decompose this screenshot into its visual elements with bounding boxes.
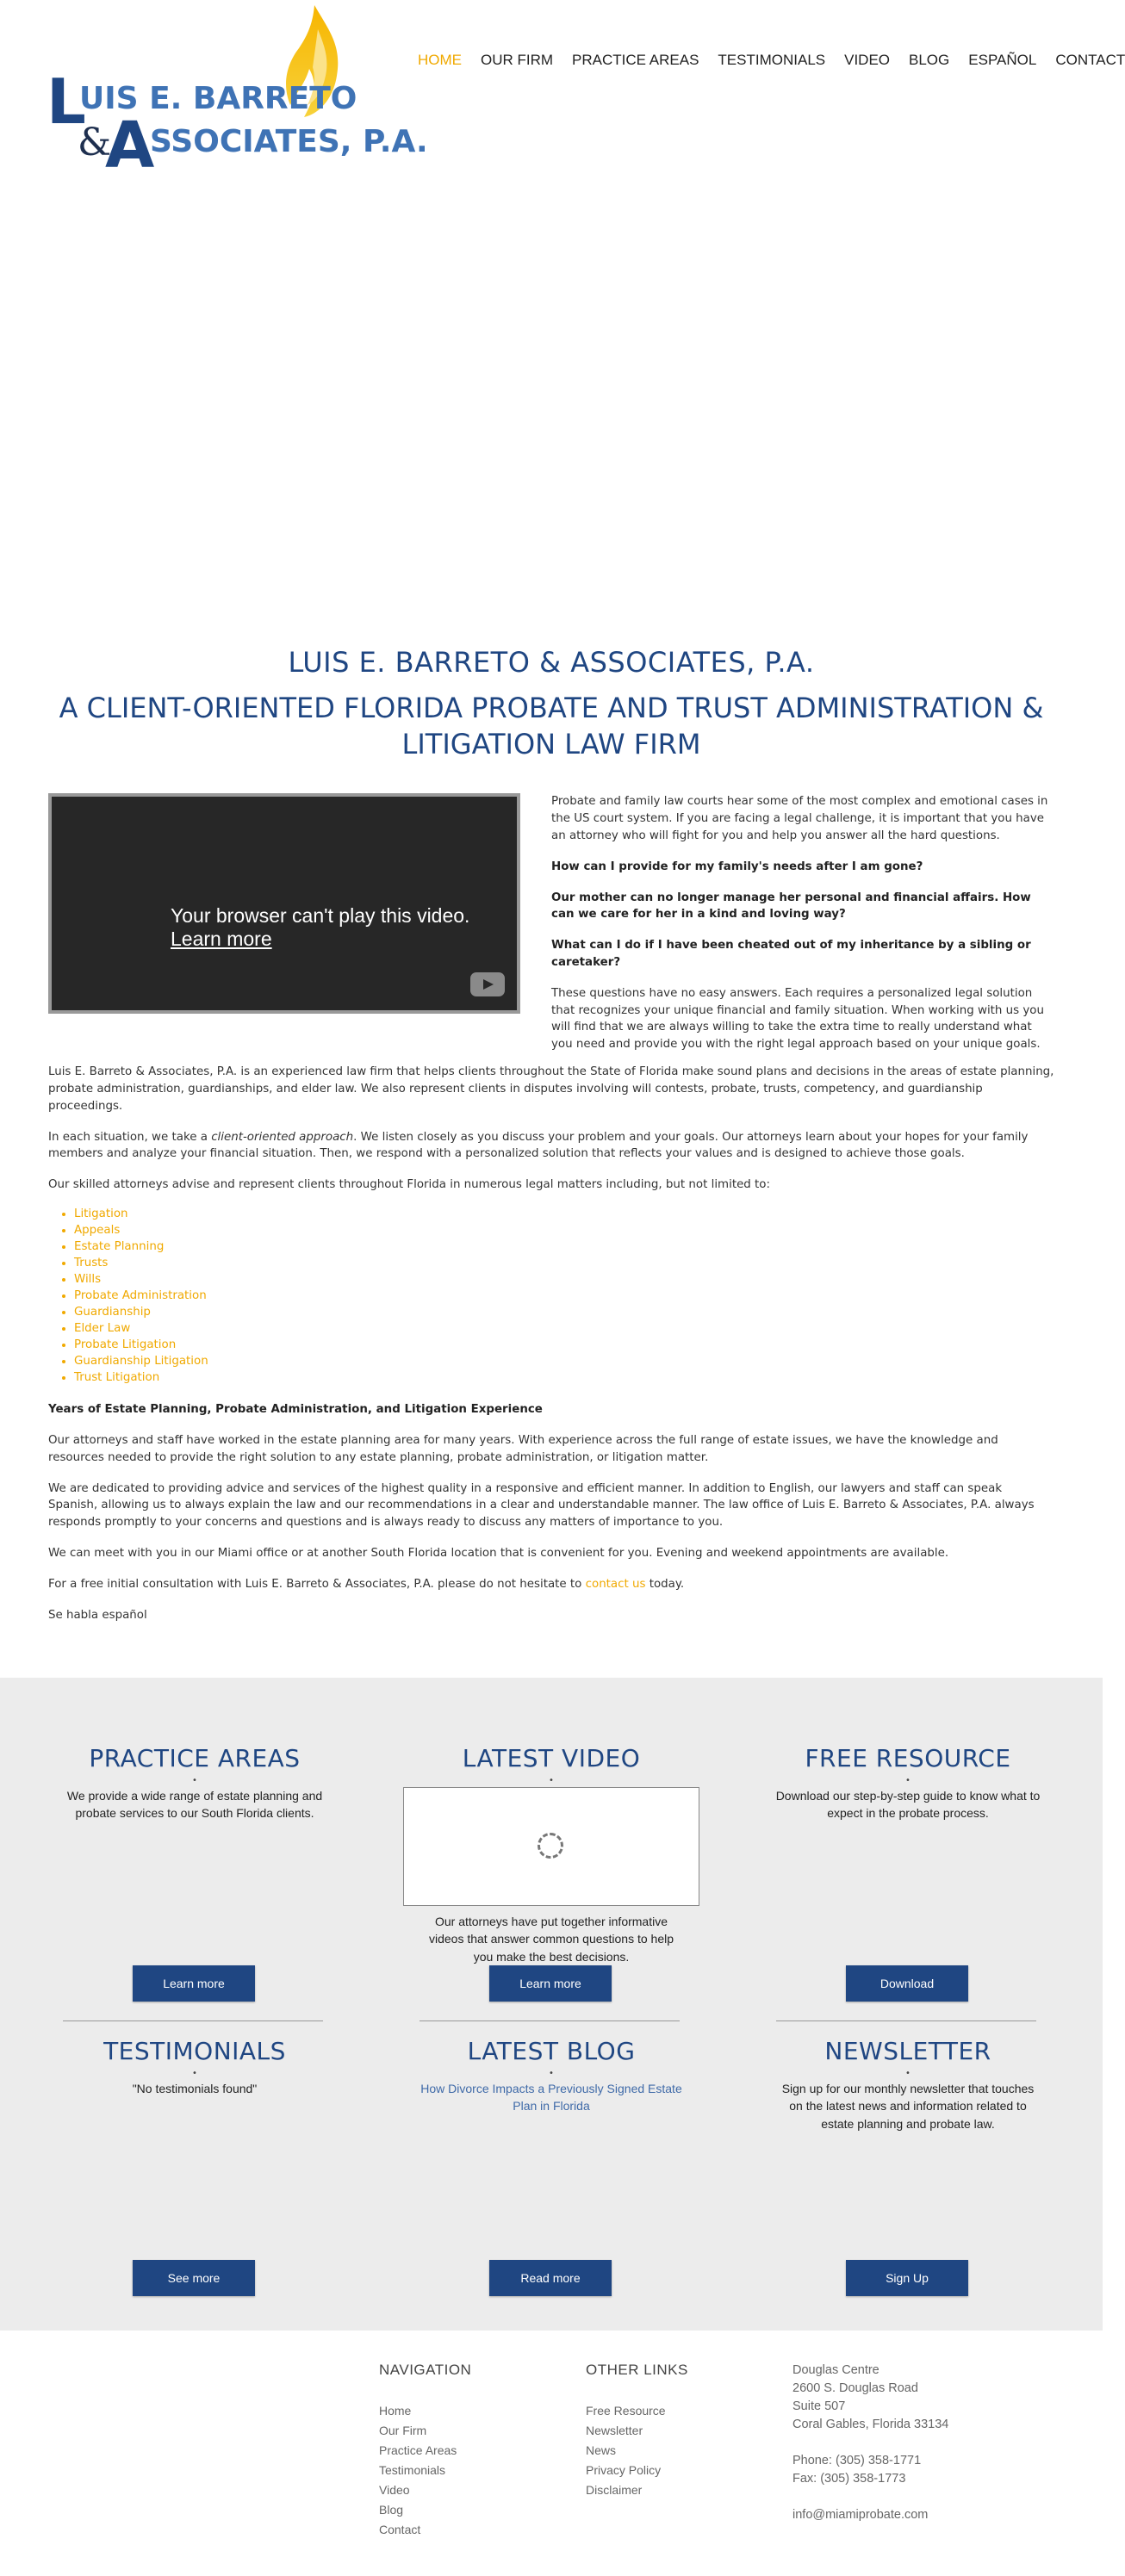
nav-contact[interactable]: CONTACT xyxy=(1055,52,1125,68)
footer-link-our-firm[interactable]: Our Firm xyxy=(379,2424,427,2437)
spanish-note: Se habla español xyxy=(48,1608,147,1622)
page-subtitle: A CLIENT-ORIENTED FLORIDA PROBATE AND TRUST ADMINISTRATION & LITIGATION LAW FIRM xyxy=(59,692,1044,760)
nav-home[interactable]: HOME xyxy=(418,52,462,68)
divider xyxy=(420,2020,680,2021)
read-more-button[interactable]: Read more xyxy=(489,2260,612,2296)
nav-espanol[interactable]: ESPAÑOL xyxy=(968,52,1037,68)
newsletter-widget xyxy=(753,2037,1063,2132)
email-link[interactable]: info@miamiprobate.com xyxy=(792,2508,929,2522)
footer-link-contact[interactable]: Contact xyxy=(379,2523,421,2536)
logo-initial-a: A xyxy=(105,109,155,183)
answer-paragraph: These questions have no easy answers. Each requires a personalized legal solution that recognizes your unique financial and family situation. When working with us you will find that we are always willing to take the extra time to really understand what you need and provide you with the right legal approach based on your unique goals. xyxy=(551,986,1044,1052)
footer-navigation xyxy=(379,2362,471,2540)
firm-logo[interactable] xyxy=(43,3,428,183)
page-headings xyxy=(0,646,1103,762)
footer-other-links xyxy=(586,2362,688,2500)
widget-dot: • xyxy=(905,1776,911,1785)
dedication-paragraph: We are dedicated to providing advice and services of the highest quality in a responsive and efficient manner. In addition to English, our lawyers and staff can speak Spanish, allowing us to always explain the law and our recommendations in a clear and understandable manner. The law office of Luis E. Barreto & Associates, P.A. always responds promptly to your concerns and questions and is always ready to discuss any matters of importance to you. xyxy=(48,1481,1035,1530)
address-line: 2600 S. Douglas Road xyxy=(792,2381,918,2395)
service-item[interactable] xyxy=(74,1369,1054,1386)
meeting-paragraph: We can meet with you in our Miami office or at another South Florida location that is convenient for you. Evening and weekend appointments are available. xyxy=(48,1547,949,1561)
main-content xyxy=(0,762,1103,1623)
service-link[interactable]: Litigation xyxy=(74,1207,128,1221)
video-error-text: Your browser can't play this video. xyxy=(171,904,470,928)
footer-link-free-resource[interactable]: Free Resource xyxy=(586,2404,666,2418)
service-item[interactable] xyxy=(74,1271,1054,1288)
widget-dot: • xyxy=(549,1776,554,1785)
main-nav xyxy=(418,52,1125,69)
footer-link-privacy-policy[interactable]: Privacy Policy xyxy=(586,2463,662,2477)
question-1: How can I provide for my family's needs after I am gone? xyxy=(551,860,923,873)
intro-text xyxy=(551,793,1054,1067)
widget-title: NEWSLETTER xyxy=(824,2037,991,2065)
divider xyxy=(776,2020,1036,2021)
address-line: Douglas Centre xyxy=(792,2363,879,2377)
service-item[interactable] xyxy=(74,1206,1054,1222)
latest-blog-widget xyxy=(396,2037,706,2115)
youtube-icon[interactable] xyxy=(470,972,505,996)
approach-emphasis: client-oriented approach xyxy=(211,1130,354,1144)
about-paragraph: Luis E. Barreto & Associates, P.A. is an experienced law firm that helps clients throughout the State of Florida make sound plans and decisions in the areas of estate planning, probate administration, guardianships, and elder law. We also represent clients in disputes involving will contests, probate, trusts, competency, and guardianship proceedings. xyxy=(48,1065,1054,1113)
logo-line1: UIS E. BARRETO xyxy=(79,81,357,116)
nav-testimonials[interactable]: TESTIMONIALS xyxy=(718,52,826,68)
footer-nav-heading: NAVIGATION xyxy=(379,2362,472,2378)
nav-our-firm[interactable]: OUR FIRM xyxy=(481,52,554,68)
service-item[interactable] xyxy=(74,1222,1054,1238)
loading-spinner-icon xyxy=(538,1833,563,1859)
approach-text-1: In each situation, we take a xyxy=(48,1130,212,1144)
service-link[interactable]: Elder Law xyxy=(74,1322,131,1336)
widget-text: Download our step-by-step guide to know what to expect in the probate process. xyxy=(775,1789,1041,1821)
logo-line2: SSOCIATES, P.A. xyxy=(150,124,428,159)
consultation-paragraph xyxy=(48,1576,1054,1593)
sign-up-button[interactable]: Sign Up xyxy=(846,2260,968,2296)
logo-ampersand: & xyxy=(78,121,112,164)
footer-link-disclaimer[interactable]: Disclaimer xyxy=(586,2483,643,2497)
service-link[interactable]: Appeals xyxy=(74,1224,121,1238)
see-more-button[interactable]: See more xyxy=(133,2260,255,2296)
widget-text: Our attorneys have put together informative videos that answer common questions to help you make the best decisions. xyxy=(428,1915,674,1964)
footer-address xyxy=(792,2362,948,2524)
widget-title: LATEST VIDEO xyxy=(462,1744,641,1772)
page-title: LUIS E. BARRETO & ASSOCIATES, P.A. xyxy=(288,646,815,679)
service-link[interactable]: Estate Planning xyxy=(74,1240,165,1254)
service-item[interactable] xyxy=(74,1337,1054,1353)
latest-video-embed[interactable] xyxy=(403,1787,699,1906)
hero-area xyxy=(0,181,1103,646)
widget-text: "No testimonials found" xyxy=(132,2082,258,2095)
footer-link-video[interactable]: Video xyxy=(379,2483,410,2497)
footer-link-home[interactable]: Home xyxy=(379,2404,412,2418)
question-3: What can I do if I have been cheated out of my inheritance by a sibling or caretaker? xyxy=(551,939,1031,969)
question-2: Our mother can no longer manage her personal and financial affairs. How can we care for her in a kind and loving way? xyxy=(551,891,1031,922)
service-item[interactable] xyxy=(74,1238,1054,1255)
practice-learn-more-button[interactable]: Learn more xyxy=(133,1965,255,2002)
widget-dot: • xyxy=(905,2069,911,2078)
practice-areas-widget xyxy=(40,1744,350,1822)
intro-video-player[interactable] xyxy=(48,793,520,1014)
approach-text-2: . We listen closely as you discuss your problem and your goals. Our attorneys learn about your hopes for your family members and analyze your financial situation. Then, we respond with a personalized solution that reflects your values and is designed to achieve those goals. xyxy=(48,1130,1029,1161)
contact-us-link[interactable]: contact us xyxy=(585,1577,646,1591)
widget-title: PRACTICE AREAS xyxy=(89,1744,301,1772)
widget-dot: • xyxy=(192,1776,197,1785)
address-line: Suite 507 xyxy=(792,2399,846,2413)
service-item[interactable] xyxy=(74,1255,1054,1271)
phone-number[interactable]: Phone: (305) 358-1771 xyxy=(792,2454,922,2467)
experience-heading: Years of Estate Planning, Probate Administration, and Litigation Experience xyxy=(48,1403,543,1417)
service-link[interactable]: Guardianship xyxy=(74,1306,151,1319)
service-item[interactable] xyxy=(74,1353,1054,1369)
video-learn-more-button[interactable]: Learn more xyxy=(489,1965,612,2002)
video-learn-more-link[interactable]: Learn more xyxy=(171,927,272,950)
service-link[interactable]: Wills xyxy=(74,1273,102,1287)
services-intro: Our skilled attorneys advise and represent clients throughout Florida in numerous legal matters including, but not limited to: xyxy=(48,1178,771,1192)
service-item[interactable] xyxy=(74,1288,1054,1304)
video-error-message xyxy=(171,904,469,950)
footer-link-newsletter[interactable]: Newsletter xyxy=(586,2424,643,2437)
widget-text: Sign up for our monthly newsletter that touches on the latest news and information related to estate planning and probate law. xyxy=(781,2082,1035,2131)
footer-link-testimonials[interactable]: Testimonials xyxy=(379,2463,446,2477)
address-line: Coral Gables, Florida 33134 xyxy=(792,2418,949,2431)
footer-other-heading: OTHER LINKS xyxy=(586,2362,688,2378)
latest-blog-link[interactable]: How Divorce Impacts a Previously Signed Estate Plan in Florida xyxy=(420,2082,682,2114)
divider xyxy=(63,2020,323,2021)
site-header xyxy=(0,0,1125,183)
nav-practice-areas[interactable]: PRACTICE AREAS xyxy=(572,52,699,68)
consultation-text: For a free initial consultation with Luis E. Barreto & Associates, P.A. please do not hesitate to xyxy=(48,1577,586,1591)
widget-title: TESTIMONIALS xyxy=(103,2037,286,2065)
download-button[interactable]: Download xyxy=(846,1965,968,2002)
consultation-text-end: today. xyxy=(645,1577,685,1591)
approach-paragraph xyxy=(48,1129,1054,1164)
logo-initial-l: L xyxy=(47,65,86,138)
testimonials-widget xyxy=(40,2037,350,2097)
service-item[interactable] xyxy=(74,1320,1054,1337)
service-link[interactable]: Probate Litigation xyxy=(74,1338,177,1352)
footer-link-blog[interactable]: Blog xyxy=(379,2503,404,2517)
service-link[interactable]: Trusts xyxy=(74,1257,109,1270)
widget-title: FREE RESOURCE xyxy=(805,1744,1011,1772)
service-item[interactable] xyxy=(74,1304,1054,1320)
free-resource-widget xyxy=(753,1744,1063,1822)
nav-blog[interactable]: BLOG xyxy=(909,52,950,68)
footer-link-practice-areas[interactable]: Practice Areas xyxy=(379,2443,457,2457)
service-link[interactable]: Guardianship Litigation xyxy=(74,1355,208,1369)
latest-video-widget xyxy=(396,1744,706,1965)
nav-video[interactable]: VIDEO xyxy=(844,52,891,68)
fax-number: Fax: (305) 358-1773 xyxy=(792,2472,906,2486)
widget-text: We provide a wide range of estate planning and probate services to our South Florida clients. xyxy=(66,1789,323,1821)
service-link[interactable]: Probate Administration xyxy=(74,1289,207,1303)
footer-link-news[interactable]: News xyxy=(586,2443,617,2457)
experience-paragraph: Our attorneys and staff have worked in the estate planning area for many years. With experience across the full range of estate issues, we have the knowledge and resources needed to provide the right solution to any estate planning, probate administration, or litigation matter. xyxy=(48,1433,998,1464)
widget-dot: • xyxy=(549,2069,554,2078)
services-list xyxy=(74,1206,1054,1386)
site-footer xyxy=(0,2331,1103,2576)
intro-row xyxy=(48,793,1054,1067)
widget-title: LATEST BLOG xyxy=(467,2037,636,2065)
widget-dot: • xyxy=(192,2069,197,2078)
service-link[interactable]: Trust Litigation xyxy=(74,1371,160,1385)
intro-paragraph: Probate and family law courts hear some of the most complex and emotional cases in the US court system. If you are facing a legal challenge, it is important that you have an attorney who will fight for you and help you answer all the hard questions. xyxy=(551,795,1048,842)
